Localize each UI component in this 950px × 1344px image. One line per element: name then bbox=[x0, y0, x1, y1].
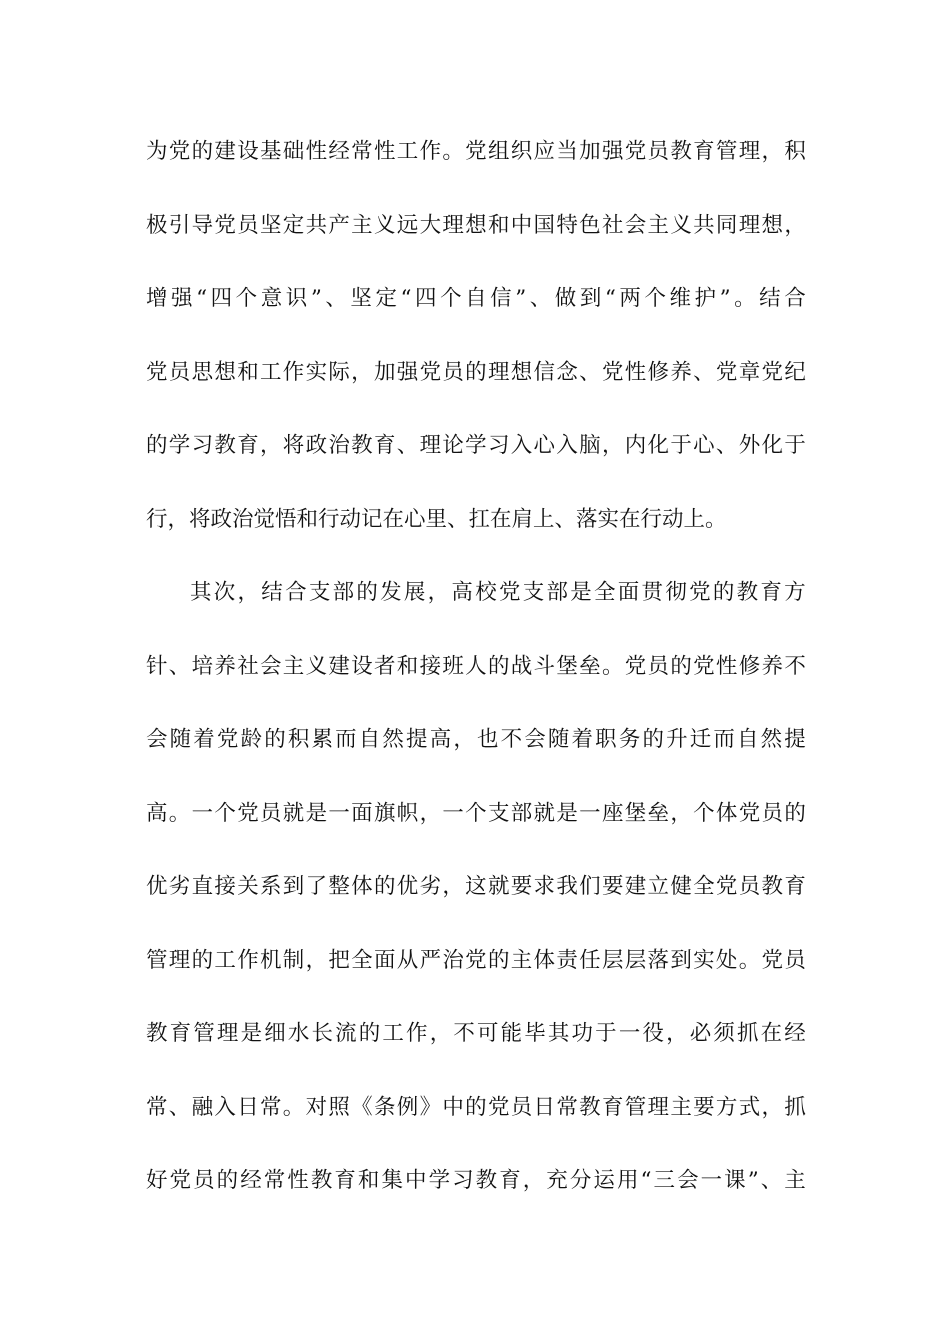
body-text bbox=[146, 130, 806, 1233]
text-line: 的 学 习 教 育 ， 将 政 治 教 育 、 理 论 学 习 入 心 入 脑 ， 内 化 于 心 、 外 化 于 bbox=[146, 433, 806, 458]
text-line: 管 理 的 工 作 机 制 ， 把 全 面 从 严 治 党 的 主 体 责 任 层 层 落 到 实 处 。 党 员 bbox=[146, 947, 806, 973]
text-line: 为 党 的 建 设 基 础 性 经 常 性 工 作 。 党 组 织 应 当 加 强 党 员 教 育 管 理 ， 积 bbox=[146, 139, 806, 164]
text-line: 党 员 思 想 和 工 作 实 际 ， 加 强 党 员 的 理 想 信 念 、 党 性 修 养 、 党 章 党 纪 bbox=[146, 359, 806, 385]
paragraph-start-line: 其 次 ， 结 合 支 部 的 发 展 ， 高 校 党 支 部 是 全 面 贯 彻 党 的 教 育 方 bbox=[190, 580, 806, 605]
text-line: 会 随 着 党 龄 的 积 累 而 自 然 提 高 ， 也 不 会 随 着 职 务 的 升 迁 而 自 然 提 bbox=[146, 727, 806, 752]
text-line: 好 党 员 的 经 常 性 教 育 和 集 中 学 习 教 育 ， 充 分 运 用 “ 三 会 一 课 ” 、 主 bbox=[146, 1168, 806, 1193]
text-line: 教 育 管 理 是 细 水 长 流 的 工 作 ， 不 可 能 毕 其 功 于 一 役 ， 必 须 抓 在 经 bbox=[146, 1021, 806, 1046]
text-line: 极 引 导 党 员 坚 定 共 产 主 义 远 大 理 想 和 中 国 特 色 社 会 主 义 共 同 理 想 ， bbox=[146, 212, 806, 238]
text-line: 高 。 一 个 党 员 就 是 一 面 旗 帜 ， 一 个 支 部 就 是 一 座 堡 垒 ， 个 体 党 员 的 bbox=[146, 800, 806, 826]
text-line: 针 、 培 养 社 会 主 义 建 设 者 和 接 班 人 的 战 斗 堡 垒 。 党 员 的 党 性 修 养 不 bbox=[146, 653, 806, 679]
text-line: 行，将政治觉悟和行动记在心里、扛在肩上、落实在行动上。 bbox=[146, 506, 727, 532]
text-line: 增 强 “ 四 个 意 识 ” 、 坚 定 “ 四 个 自 信 ” 、 做 到 “ 两 个 维 护 ” 。 结 合 bbox=[146, 286, 806, 311]
text-line: 优 劣 直 接 关 系 到 了 整 体 的 优 劣 ， 这 就 要 求 我 们 要 建 立 健 全 党 员 教 育 bbox=[146, 874, 806, 899]
text-line: 常 、 融 入 日 常 。 对 照 《 条 例 》 中 的 党 员 日 常 教 育 管 理 主 要 方 式 ， 抓 bbox=[146, 1094, 806, 1120]
